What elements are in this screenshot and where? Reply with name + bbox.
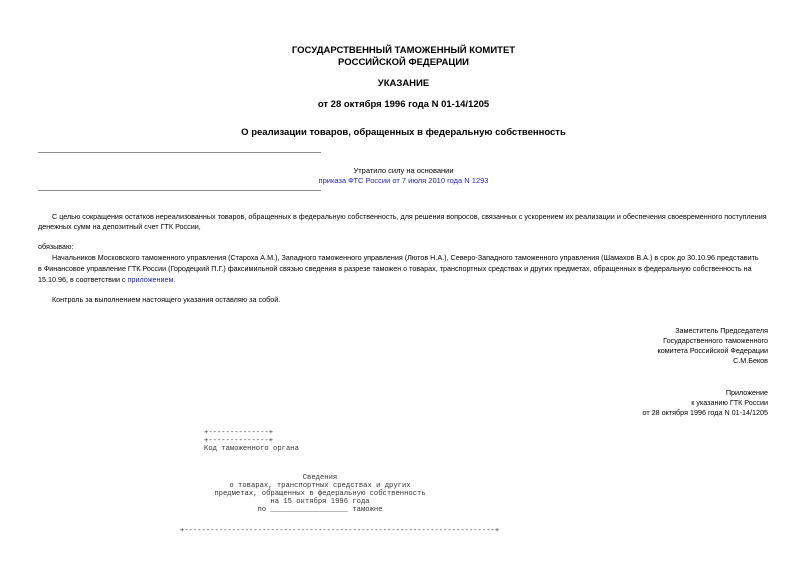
paragraph-purpose-line1: С целью сокращения остатков нереализованных товаров, обращенных в федеральную собственность, для решения вопросов, связанных с ускорением их реализации и обеспечения своевременного поступления xyxy=(52,212,767,221)
form-subtitle-line3: на 15 октября 1996 года xyxy=(270,498,370,506)
paragraph-purpose-line2: денежных сумм на депозитный счет ГТК России, xyxy=(38,222,201,231)
table-top-border: +------------------------------------------------------------------------+ xyxy=(180,527,500,535)
form-subtitle-line2: предметах, обращенных в федеральную собственность xyxy=(214,490,426,498)
paragraph-order-line3 xyxy=(38,275,776,286)
appendix-date: от 28 октября 1996 года N 01-14/1205 xyxy=(642,408,768,417)
signature-name: С.М.Беков xyxy=(733,356,768,365)
form-title: Сведения xyxy=(302,474,338,482)
appendix-link[interactable]: приложением xyxy=(127,275,174,284)
repeal-order-link[interactable]: приказа ФТС России от 7 июля 2010 года N 1293 xyxy=(318,176,489,185)
signature-position-line1: Заместитель Председателя xyxy=(675,326,768,335)
paragraph-order-line2: в Финансовое управление ГТК России (Городецкий П.Г.) факсимильной связью сведения в разрезе таможен о товарах, транспортных средствах и других предметах, обращенных в федеральную собственность на xyxy=(38,264,752,273)
signature-position-line3: комитета Российской Федерации xyxy=(657,346,768,355)
separator-bottom xyxy=(38,190,321,191)
org-name-line1: ГОСУДАРСТВЕННЫЙ ТАМОЖЕННЫЙ КОМИТЕТ xyxy=(291,45,516,56)
obligate-text: обязываю: xyxy=(38,242,74,251)
validity-note-text: Утратило силу на основании xyxy=(353,166,454,175)
paragraph-order-line3-prefix: 15.10.96, в соответствии с xyxy=(38,275,126,284)
org-name-line2: РОССИЙСКОЙ ФЕДЕРАЦИИ xyxy=(337,57,469,68)
code-box-top: +--------------+ xyxy=(204,429,274,437)
appendix-reference: к указанию ГТК России xyxy=(691,398,768,407)
appendix-label: Приложение xyxy=(725,388,768,397)
code-box-bottom: +--------------+ xyxy=(204,437,274,445)
document-type: УКАЗАНИЕ xyxy=(377,78,430,89)
form-subtitle-line1: о товарах, транспортных средствах и других xyxy=(229,482,411,490)
document-title: О реализации товаров, обращенных в федеральную собственность xyxy=(241,127,566,138)
appendix-block xyxy=(643,388,768,418)
paragraph-control: Контроль за выполнением настоящего указания оставляю за собой. xyxy=(52,295,281,304)
validity-note-link-row xyxy=(0,175,807,186)
signature-position-line2: Государственного таможенного xyxy=(663,336,768,345)
separator-top xyxy=(38,152,321,153)
paragraph-order-line1: Начальников Московского таможенного управления (Староха А.М.), Западного таможенного управления (Лютов Н.А.), Северо-Западного таможенного управления (Шамахов В.А.) в срок до 30.10.96 представить xyxy=(52,253,759,262)
form-subtitle-line4: по __________________ таможне xyxy=(257,506,383,514)
code-box-label: Код таможенного органа xyxy=(204,445,299,453)
paragraph-order-line3-suffix: . xyxy=(173,275,176,284)
document-date: от 28 октября 1996 года N 01-14/1205 xyxy=(317,99,490,110)
signature-block xyxy=(657,326,768,366)
